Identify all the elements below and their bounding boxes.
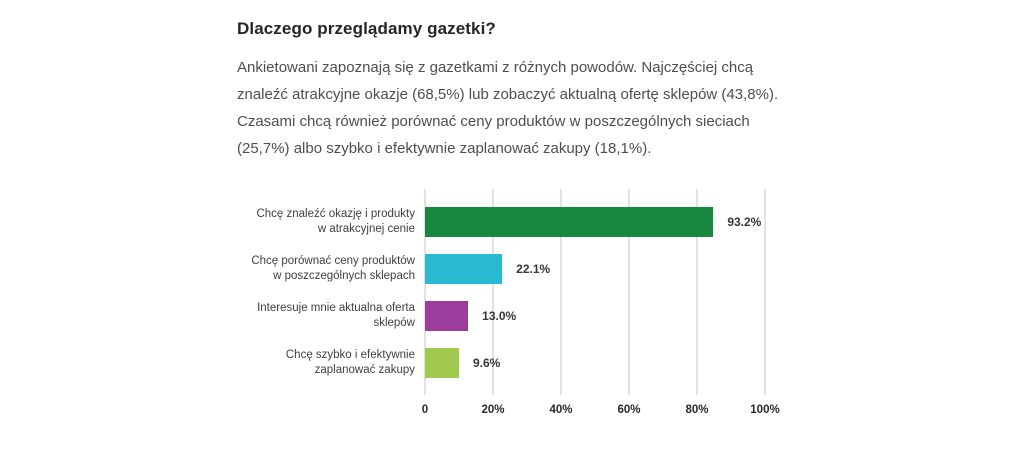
bar-row <box>425 207 765 237</box>
x-axis-tick: 80% <box>685 404 709 416</box>
bar <box>425 207 713 237</box>
x-axis-tick: 20% <box>481 404 505 416</box>
intro-paragraph: Ankietowani zapoznają się z gazetkami z różnych powodów. Najczęściej chcą znaleźć atrakcyjne okazje (68,5%) lub zobaczyć aktualną ofertę sklepów (43,8%). Czasami chcą również porównać ceny produktów w poszczególnych sieciach (25,7%) albo szybko i efektywnie zaplanować zakupy (18,1%). <box>237 59 779 157</box>
bar-row <box>425 254 765 284</box>
x-axis-tick: 40% <box>549 404 573 416</box>
bar-value-label: 9.6% <box>473 356 501 370</box>
bar-chart <box>249 189 857 420</box>
x-axis-tick: 100% <box>750 404 780 416</box>
bar <box>425 348 459 378</box>
bar-value-label: 22.1% <box>516 262 551 276</box>
category-label: Chcę porównać ceny produktów w poszczególnych sklepach <box>251 255 415 282</box>
page-title: Dlaczego przeglądamy gazetki? <box>237 19 496 38</box>
category-label: Chcę znaleźć okazję i produkty w atrakcyjnej cenie <box>256 208 415 235</box>
x-axis-tick: 60% <box>617 404 641 416</box>
bar <box>425 301 468 331</box>
bar <box>425 254 502 284</box>
bar-value-label: 13.0% <box>482 309 517 323</box>
plot-area-wrap <box>421 189 780 420</box>
bar-value-label: 93.2% <box>727 215 762 229</box>
plot-area <box>425 189 765 395</box>
x-axis-tick: 0 <box>421 404 429 416</box>
article-section <box>237 19 857 420</box>
x-axis <box>421 404 780 420</box>
category-axis <box>249 189 425 395</box>
category-label: Interesuje mnie aktualna oferta sklepów <box>257 302 415 329</box>
bar-row <box>425 348 765 378</box>
category-label: Chcę szybko i efektywnie zaplanować zakupy <box>285 349 415 376</box>
bar-row <box>425 301 765 331</box>
